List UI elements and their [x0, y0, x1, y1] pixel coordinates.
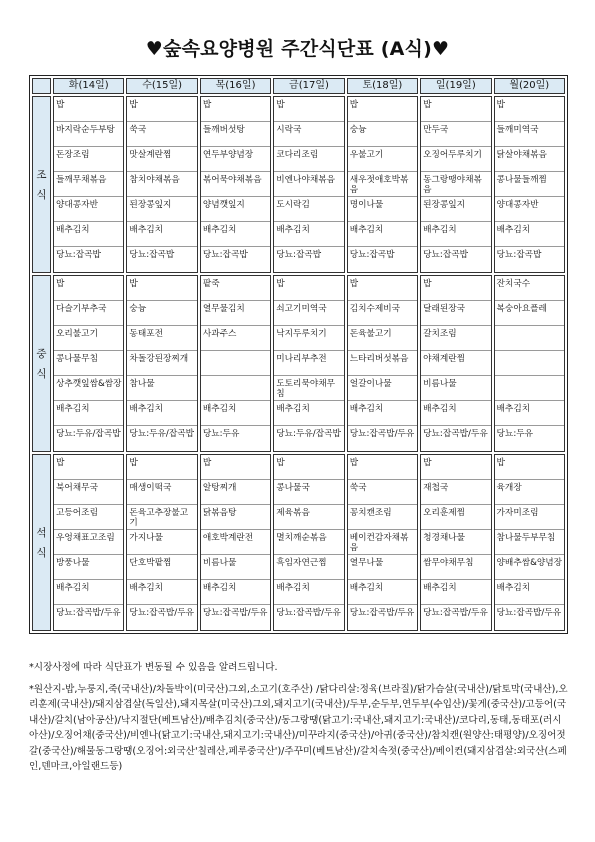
dish-item: 밥	[421, 276, 490, 301]
dish-item: 동그랑땡야채볶음	[421, 172, 490, 197]
menu-cell	[273, 96, 344, 273]
menu-cell	[200, 96, 271, 273]
day-header: 월(20일)	[494, 78, 565, 94]
dish-item: 배추김치	[274, 580, 343, 605]
meal-label-char: 식	[36, 368, 47, 380]
menu-cell	[347, 454, 418, 631]
weekly-menu-table	[29, 75, 568, 634]
dish-item: 명이나물	[348, 197, 417, 222]
dish-item: 콩나물국	[274, 480, 343, 505]
dish-item: 숭늉	[348, 122, 417, 147]
dish-item: 배추김치	[274, 222, 343, 247]
dish-item: 밥	[274, 455, 343, 480]
dish-item: 흑임자연근찜	[274, 555, 343, 580]
dish-item: 밥	[54, 455, 123, 480]
dish-item: 당뇨:잡곡밥	[56, 250, 101, 260]
dish-item: 당뇨:잡곡밥/두유	[56, 608, 121, 618]
dish-item: 배추김치	[201, 222, 270, 247]
dish-item: 맛살계란찜	[127, 147, 196, 172]
dish-item: 우엉채표고조림	[54, 530, 123, 555]
dish-item: 닭볶음탕	[201, 505, 270, 530]
dish-item: 동태포전	[127, 326, 196, 351]
dish-item: 배추김치	[495, 580, 564, 605]
menu-cell	[420, 275, 491, 452]
dish-item: 돈장조림	[54, 147, 123, 172]
dish-item: 배추김치	[421, 222, 490, 247]
menu-cell	[494, 454, 565, 631]
dish-item: 쌈무야채무침	[421, 555, 490, 580]
menu-cell	[200, 454, 271, 631]
dish-item: 낙지두루치기	[274, 326, 343, 351]
dish-item: 당뇨:잡곡밥	[496, 250, 542, 260]
dish-item: 콩나물들깨찜	[495, 172, 564, 197]
dish-item	[495, 376, 564, 401]
dish-item: 상추깻잎쌈&쌈장	[54, 376, 123, 401]
dish-item: 방풍나물	[54, 555, 123, 580]
dish-item: 도시락김	[274, 197, 343, 222]
dish-item: 매생이떡국	[127, 480, 196, 505]
dish-item: 연두부양념장	[201, 147, 270, 172]
dish-item	[201, 351, 270, 376]
dish-item: 우불고기	[348, 147, 417, 172]
dish-item: 양대콩자반	[495, 197, 564, 222]
dish-item: 된장콩잎지	[127, 197, 196, 222]
menu-cell	[273, 275, 344, 452]
menu-cell	[126, 454, 197, 631]
menu-cell	[494, 96, 565, 273]
dish-item: 애호박계란전	[201, 530, 270, 555]
dish-item: 당뇨:잡곡밥/두유	[129, 608, 195, 618]
dish-item: 꽁치캔조림	[348, 505, 417, 530]
dish-item: 만두국	[421, 122, 490, 147]
dish-item: 당뇨:잡곡밥/두유	[496, 608, 562, 618]
dish-item: 배추김치	[54, 580, 123, 605]
dish-item: 다슬기부추국	[54, 301, 123, 326]
meal-label	[32, 454, 51, 631]
dish-item: 새우젓애호박볶음	[348, 172, 417, 197]
dish-item: 당뇨:잡곡밥	[349, 250, 395, 260]
dish-item: 열무물김치	[201, 301, 270, 326]
meal-label-char: 식	[36, 189, 47, 201]
dish-item: 돈육불고기	[348, 326, 417, 351]
day-header: 일(19일)	[420, 78, 491, 94]
dish-item: 북어채무국	[54, 480, 123, 505]
dish-item: 도토리묵야채무침	[274, 376, 343, 401]
day-header: 금(17일)	[273, 78, 344, 94]
dish-item: 당뇨:잡곡밥	[423, 250, 468, 260]
dish-item: 참나물두부무침	[495, 530, 564, 555]
dish-item: 참치야채볶음	[127, 172, 196, 197]
dish-item: 밥	[54, 97, 123, 122]
page-title: ♥숲속요양병원 주간식단표 (A식)♥	[145, 38, 450, 60]
dish-item: 비엔나야채볶음	[274, 172, 343, 197]
dish-item: 제육볶음	[274, 505, 343, 530]
dish-item: 배추김치	[127, 580, 196, 605]
dish-item: 배추김치	[274, 401, 343, 426]
meal-row	[32, 96, 565, 273]
meal-row	[32, 454, 565, 631]
dish-item: 당뇨:잡곡밥/두유	[349, 608, 415, 618]
dish-item: 베이컨감자채볶음	[348, 530, 417, 555]
dish-item	[495, 326, 564, 351]
dish-item: 시락국	[274, 122, 343, 147]
dish-item: 당뇨:잡곡밥	[276, 250, 322, 260]
dish-item: 얼갈이나물	[348, 376, 417, 401]
dish-item: 갈치조림	[421, 326, 490, 351]
dish-item: 들깨미역국	[495, 122, 564, 147]
meal-label-char: 식	[36, 547, 47, 559]
dish-item: 오징어두루치기	[421, 147, 490, 172]
menu-cell	[126, 96, 197, 273]
dish-item: 배추김치	[495, 222, 564, 247]
dish-item: 배추김치	[54, 222, 123, 247]
dish-item: 당뇨:잡곡밥/두유	[423, 429, 488, 439]
dish-item: 고등어조림	[54, 505, 123, 530]
dish-item: 당뇨:잡곡밥/두유	[276, 608, 341, 618]
dish-item: 당뇨:두유/잡곡밥	[56, 429, 121, 439]
dish-item: 닭살야채볶음	[495, 147, 564, 172]
dish-item: 밥	[421, 455, 490, 480]
dish-item: 가지나물	[127, 530, 196, 555]
meal-label	[32, 96, 51, 273]
dish-item: 느타리버섯볶음	[348, 351, 417, 376]
notes-section	[29, 660, 569, 781]
dish-item: 배추김치	[201, 580, 270, 605]
dish-item: 양배추쌈&양념장	[495, 555, 564, 580]
origin-notice: *원산지-밥,누룽지,죽(국내산)/차돌박이(미국산)그외,소고기(호주산) /닭다리살:정육(브라질)/닭가슴살(국내산)/닭토막(국내산),오리훈제(국내산)/돼지삼겹살(독일산),돼지목살(미국산)그외,돼지고기(국내산)/두부,순두부,연두부(수입산)/꽃게(중국산)/고등어(국내산)/갈치(남아공산)/낙지절단(베트남산)/배추김치(중국산)/동그랑땡(닭고기:국내산,돼지고기:국내산)/코다리,동태,동태포(러시아산)/오징어채(중국산)/비엔나(닭고기:국내산,돼지고기:국내산)/미꾸라지(중국산)/아귀(중국산)/참치캔(원양산:태평양)/오징어젓갈(중국산)/해물동그랑땡(오징어:외국산'칠레산,페루중국산')/주꾸미(베트남산)/갈치속젓(중국산)/베이컨(돼지삼겹살:외국산(스페인,덴마크,아일랜드등)	[29, 683, 568, 772]
meal-row	[32, 275, 565, 452]
dish-item: 숭늉	[127, 301, 196, 326]
dish-item: 밥	[421, 97, 490, 122]
dish-item: 쇠고기미역국	[274, 301, 343, 326]
dish-item: 당뇨:두유/잡곡밥	[129, 429, 195, 439]
dish-item: 배추김치	[127, 222, 196, 247]
menu-cell	[53, 275, 124, 452]
day-header: 화(14일)	[53, 78, 124, 94]
dish-item: 김치수제비국	[348, 301, 417, 326]
dish-item: 들깨버섯탕	[201, 122, 270, 147]
dish-item: 밥	[495, 455, 564, 480]
corner-cell	[32, 78, 51, 94]
menu-cell	[494, 275, 565, 452]
dish-item: 가자미조림	[495, 505, 564, 530]
dish-item: 잔치국수	[495, 276, 564, 301]
dish-item: 배추김치	[348, 580, 417, 605]
dish-item: 배추김치	[54, 401, 123, 426]
dish-item: 밥	[127, 455, 196, 480]
dish-item: 단호박팥찜	[127, 555, 196, 580]
dish-item: 알탕찌개	[201, 480, 270, 505]
dish-item: 밥	[348, 97, 417, 122]
dish-item: 밥	[201, 97, 270, 122]
dish-item: 배추김치	[127, 401, 196, 426]
dish-item: 배추김치	[201, 401, 270, 426]
dish-item: 밥	[495, 97, 564, 122]
meal-label-char: 석	[36, 527, 47, 539]
dish-item: 당뇨:잡곡밥	[129, 250, 175, 260]
meal-label	[32, 275, 51, 452]
menu-cell	[273, 454, 344, 631]
menu-cell	[347, 275, 418, 452]
dish-item	[495, 351, 564, 376]
day-header: 목(16일)	[200, 78, 271, 94]
day-header: 토(18일)	[347, 78, 418, 94]
dish-item: 당뇨:두유	[202, 429, 240, 439]
dish-item: 육개장	[495, 480, 564, 505]
dish-item: 멸치깨순볶음	[274, 530, 343, 555]
dish-item: 오리훈제찜	[421, 505, 490, 530]
dish-item: 참나물	[127, 376, 196, 401]
dish-item: 배추김치	[421, 401, 490, 426]
dish-item: 당뇨:잡곡밥/두유	[423, 608, 488, 618]
dish-item: 오리불고기	[54, 326, 123, 351]
dish-item: 재첩국	[421, 480, 490, 505]
dish-item: 돈육고추장불고기	[127, 505, 196, 530]
dish-item: 된장콩잎지	[421, 197, 490, 222]
dish-item: 밥	[201, 455, 270, 480]
dish-item: 밥	[348, 276, 417, 301]
dish-item: 밥	[274, 97, 343, 122]
change-notice: *시장사정에 따라 식단표가 변동될 수 있음을 알려드립니다.	[29, 662, 278, 673]
dish-item	[201, 376, 270, 401]
menu-cell	[53, 454, 124, 631]
dish-item: 비름나물	[201, 555, 270, 580]
dish-item: 차돌강된장찌개	[127, 351, 196, 376]
menu-cell	[126, 275, 197, 452]
menu-cell	[420, 96, 491, 273]
dish-item: 들깨무채볶음	[54, 172, 123, 197]
dish-item: 청경채나물	[421, 530, 490, 555]
dish-item: 복숭아요플레	[495, 301, 564, 326]
dish-item: 양대콩자반	[54, 197, 123, 222]
dish-item: 달래된장국	[421, 301, 490, 326]
dish-item: 밥	[274, 276, 343, 301]
menu-cell	[53, 96, 124, 273]
dish-item: 쑥국	[127, 122, 196, 147]
dish-item: 바지락순두부탕	[54, 122, 123, 147]
dish-item: 밥	[127, 97, 196, 122]
menu-cell	[347, 96, 418, 273]
dish-item: 콩나물무침	[54, 351, 123, 376]
dish-item: 볶어묵야채볶음	[201, 172, 270, 197]
meal-label-char: 조	[36, 169, 47, 181]
dish-item: 당뇨:두유	[496, 429, 534, 439]
dish-item: 당뇨:잡곡밥/두유	[349, 429, 415, 439]
menu-cell	[200, 275, 271, 452]
meal-label-char: 중	[36, 348, 47, 360]
dish-item: 배추김치	[421, 580, 490, 605]
day-header: 수(15일)	[126, 78, 197, 94]
dish-item: 사과주스	[201, 326, 270, 351]
dish-item: 팥죽	[201, 276, 270, 301]
dish-item: 당뇨:두유/잡곡밥	[276, 429, 341, 439]
dish-item: 밥	[348, 455, 417, 480]
dish-item: 당뇨:잡곡밥	[202, 250, 248, 260]
dish-item: 열무나물	[348, 555, 417, 580]
dish-item: 밥	[127, 276, 196, 301]
dish-item: 배추김치	[348, 401, 417, 426]
dish-item: 배추김치	[348, 222, 417, 247]
dish-item: 코다리조림	[274, 147, 343, 172]
dish-item: 당뇨:잡곡밥/두유	[202, 608, 268, 618]
dish-item: 비름나물	[421, 376, 490, 401]
dish-item: 야채계란찜	[421, 351, 490, 376]
dish-item: 쑥국	[348, 480, 417, 505]
dish-item: 밥	[54, 276, 123, 301]
menu-cell	[420, 454, 491, 631]
dish-item: 배추김치	[495, 401, 564, 426]
dish-item: 양념깻잎지	[201, 197, 270, 222]
dish-item: 미나리부추전	[274, 351, 343, 376]
